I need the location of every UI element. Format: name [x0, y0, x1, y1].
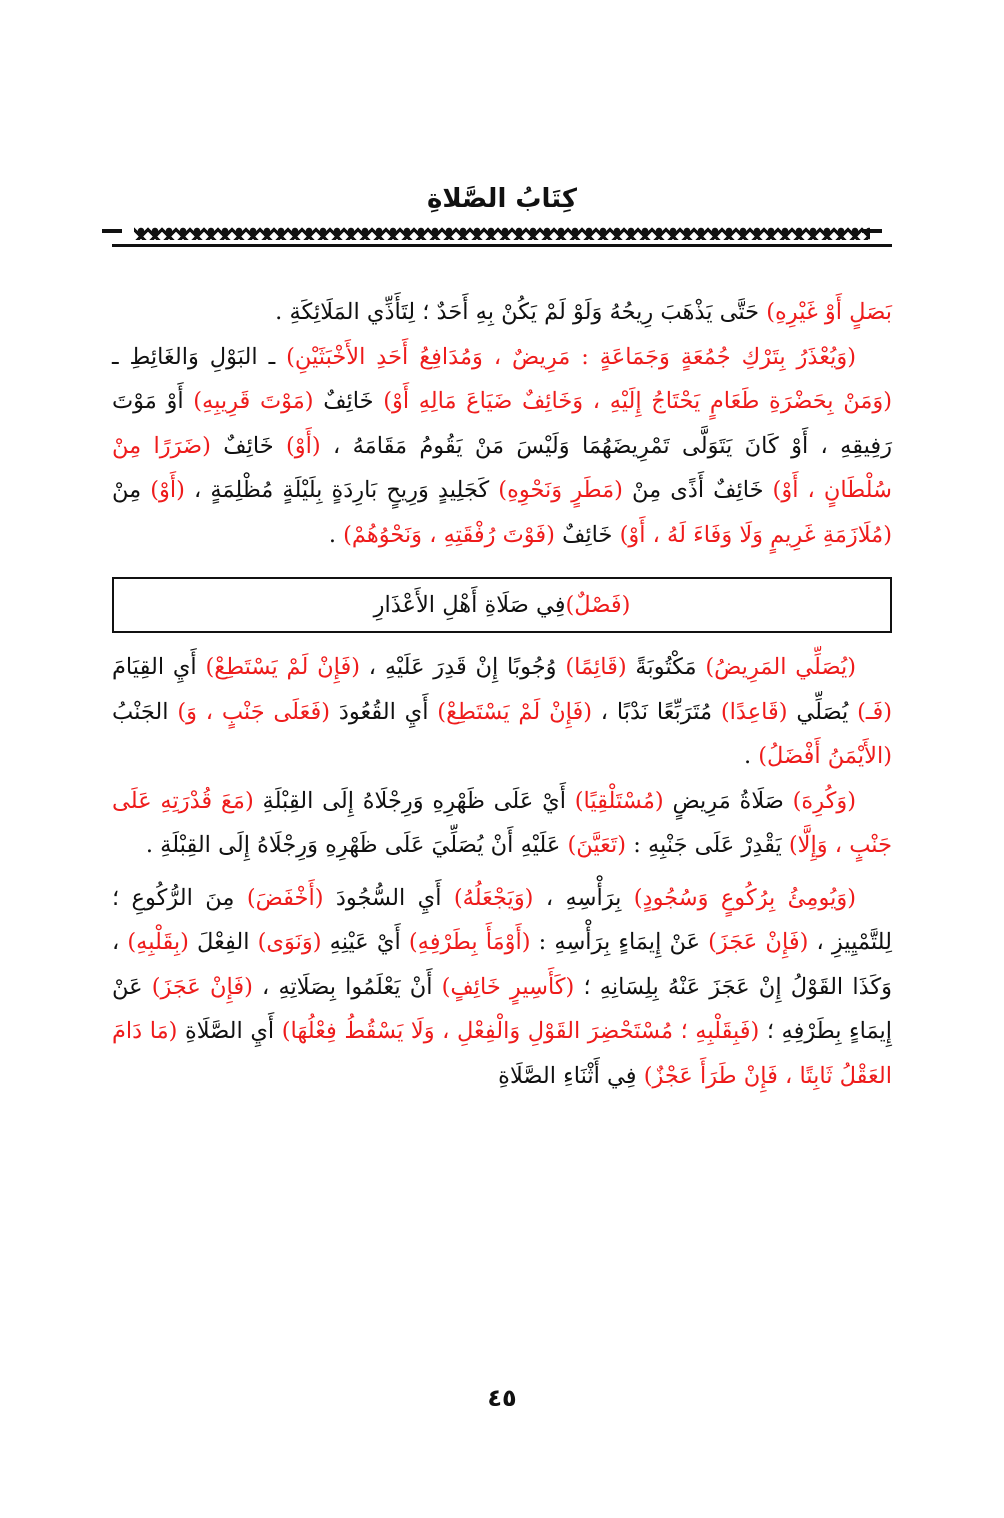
- matn-text: (ضَرَرًا مِنْ سُلْطَانٍ ، أَوْ): [112, 432, 892, 503]
- matn-text: بَصَلٍ أَوْ غَيْرِهِ): [766, 299, 892, 325]
- sharh-text: أَيِ القِيَامَ: [112, 654, 206, 680]
- matn-text: (قَائِمًا): [565, 654, 627, 680]
- sharh-text: فِي أَثْنَاءِ الصَّلَاةِ: [498, 1062, 644, 1089]
- page-header: [112, 182, 892, 247]
- matn-text: (مَطَرٍ وَنَحْوِهِ): [498, 477, 623, 503]
- sharh-text: مِنْ: [112, 477, 151, 503]
- sharh-text: عَنْ إِيمَاءٍ بِرَأْسِهِ :: [530, 929, 709, 955]
- matn-text: (فَعَلَى جَنْبٍ ، وَ): [177, 698, 331, 725]
- matn-text: (تَعَيَّنَ): [567, 832, 627, 858]
- ornamental-divider: [112, 222, 892, 247]
- matn-text: (مُسْتَلْقِيًا): [574, 787, 664, 814]
- sharh-text: ـ البَوْلِ وَالغَائِطِ ـ: [112, 343, 287, 370]
- sharh-text: حَتَّى يَذْهَبَ رِيحُهُ وَلَوْ لَمْ يَكُنْ بِهِ أَحَدٌ ؛ لِتَأَذِّي المَلَائِكَةِ .: [275, 299, 767, 325]
- paragraph-4: [112, 779, 892, 868]
- ornament-cap-right: [872, 222, 892, 240]
- matn-text: (وَيَجْعَلُهُ): [453, 884, 534, 911]
- sharh-text: عَنْ إِيمَاءٍ بِطَرْفِهِ ؛: [112, 973, 892, 1044]
- matn-text: (فَإِنْ عَجَزَ): [708, 929, 809, 955]
- matn-text: (مُلَازَمَةِ غَرِيمٍ وَلَا وَفَاءَ لَهُ ، أَوْ): [619, 521, 892, 548]
- page-number: ٤٥: [487, 1384, 517, 1412]
- sharh-text: أَنْ يَعْلَمُوا بِصَلَاتِهِ ،: [252, 973, 442, 1000]
- sharh-text: ، وَكَذَا القَوْلُ إِنْ عَجَزَ عَنْهُ بِلِسَانِهِ ؛: [112, 929, 892, 1000]
- matn-text: (أَوْمَأَ بِطَرْفِهِ): [408, 929, 531, 955]
- sharh-text: خَائِفٌ: [313, 388, 384, 414]
- paragraph-3: [112, 645, 892, 779]
- sharh-text: أَيِ القُعُودَ: [330, 698, 438, 725]
- sharh-text: أَيِ الصَّلَاةِ: [177, 1018, 282, 1044]
- matn-text: (قَاعِدًا): [720, 698, 788, 725]
- matn-text: (فَإِنْ عَجَزَ): [151, 973, 253, 1000]
- matn-text: (يُصَلِّي المَرِيضُ): [705, 654, 856, 680]
- matn-text: (وَنَوَى): [257, 929, 322, 955]
- sharh-text: أَيْ عَلَى ظَهْرِهِ وَرِجْلَاهُ إِلَى القِبْلَةِ: [253, 787, 575, 814]
- ornament-cap-left: [112, 222, 132, 240]
- sharh-text: أَوْ مَوْتَ رَفِيقِهِ ، أَوْ كَانَ يَتَوَلَّى تَمْرِيضَهُمَا وَلَيْسَ مَنْ يَقُومُ مَقَامَهُ ،: [112, 388, 893, 459]
- matn-text: (وَيُعْذَرُ بِتَرْكِ جُمُعَةٍ وَجَمَاعَةٍ : مَرِيضٌ ، وَمُدَافِعُ أَحَدِ الأَخْبَثَيْنِ): [286, 343, 856, 370]
- sharh-text: مَكْتُوبَةً: [626, 654, 706, 680]
- matn-text: (وَمَنْ بِحَضْرَةِ طَعَامٍ يَحْتَاجُ إِلَيْهِ ، وَخَائِفٌ ضَيَاعَ مَالِهِ أَوْ): [383, 388, 893, 414]
- section-heading-box: [112, 577, 892, 633]
- ornament-motif: [134, 222, 870, 240]
- matn-text: (أَوْ): [150, 477, 185, 503]
- matn-text: (كَأَسِيرٍ خَائِفٍ): [441, 973, 575, 1000]
- matn-text: (وَكُرِهَ): [792, 787, 856, 814]
- paragraph-1: [112, 290, 892, 335]
- matn-text: (فَوْتَ رُفْقَتِهِ ، وَنَحْوُهُمْ): [343, 521, 555, 548]
- section-title: فِي صَلَاةِ أَهْلِ الأَعْذَارِ: [373, 591, 566, 618]
- sharh-text: .: [743, 743, 759, 769]
- matn-text: (مَا دَامَ العَقْلُ ثَابِتًا ، فَإِنْ طَرَأَ عَجْزٌ): [112, 1018, 892, 1089]
- sharh-text: مِنَ الرُّكُوعِ ؛ لِلتَّمْيِيزِ ،: [112, 884, 892, 955]
- matn-text: (فَـ): [857, 698, 893, 725]
- sharh-text: يُصَلِّي: [787, 698, 858, 725]
- sharh-text: الفِعْلَ: [188, 929, 258, 955]
- matn-text: (الأَيْمَنُ أَفْضَلُ): [758, 743, 892, 769]
- paragraph-5: [112, 876, 892, 1099]
- sharh-text: أَيِ السُّجُودَ: [323, 884, 454, 911]
- sharh-text: كَجَلِيدٍ وَرِيحٍ بَارِدَةٍ بِلَيْلَةٍ مُظْلِمَةٍ ،: [184, 477, 499, 503]
- sharh-text: مُتَرَبِّعًا نَدْبًا ،: [591, 698, 721, 725]
- sharh-text: وُجُوبًا إِنْ قَدِرَ عَلَيْهِ ،: [360, 654, 566, 680]
- matn-text: (وَيُومِئُ بِرُكُوعٍ وَسُجُودٍ): [633, 884, 856, 911]
- sharh-text: .: [328, 521, 344, 548]
- sharh-text: خَائِفٌ: [210, 432, 286, 459]
- sharh-text: بِرَأْسِهِ ،: [533, 884, 634, 911]
- sharh-text: عَلَيْهِ أَنْ يُصَلِّيَ عَلَى ظَهْرِهِ وَرِجْلَاهُ إِلَى القِبْلَةِ .: [145, 832, 568, 858]
- matn-text: (أَخْفَضَ): [246, 884, 324, 911]
- sharh-text: خَائِفٌ: [554, 521, 620, 548]
- matn-text: (بِقَلْبِهِ): [127, 929, 189, 955]
- matn-text: (مَعَ قُدْرَتِهِ عَلَى جَنْبٍ ، وَإِلَّا): [112, 787, 892, 858]
- matn-text: (فَإِنْ لَمْ يَسْتَطِعْ): [437, 698, 592, 725]
- sharh-text: صَلَاةُ مَرِيضٍ: [663, 787, 793, 814]
- matn-text: (مَوْتَ قَرِيبِهِ): [193, 388, 314, 414]
- sharh-text: الجَنْبُ: [112, 698, 178, 725]
- matn-text: (فَبِقَلْبِهِ ؛ مُسْتَحْضِرَ القَوْلِ وَالْفِعْلِ ، وَلَا يَسْقُطُ فِعْلُهَا): [281, 1018, 760, 1044]
- sharh-text: أَيْ عَيْنِهِ: [321, 929, 409, 955]
- sharh-text: خَائِفٌ أَذًى مِنْ: [622, 477, 773, 503]
- page-title: كِتَابُ الصَّلاةِ: [426, 184, 578, 214]
- paragraph-2: [112, 335, 892, 558]
- matn-text: (فَإِنْ لَمْ يَسْتَطِعْ): [205, 654, 361, 680]
- page-content: [112, 290, 892, 1098]
- matn-text: (أَوْ): [285, 432, 321, 459]
- section-label: (فَصْلٌ): [565, 591, 631, 618]
- sharh-text: يَقْدِرْ عَلَى جَنْبِهِ :: [626, 832, 789, 858]
